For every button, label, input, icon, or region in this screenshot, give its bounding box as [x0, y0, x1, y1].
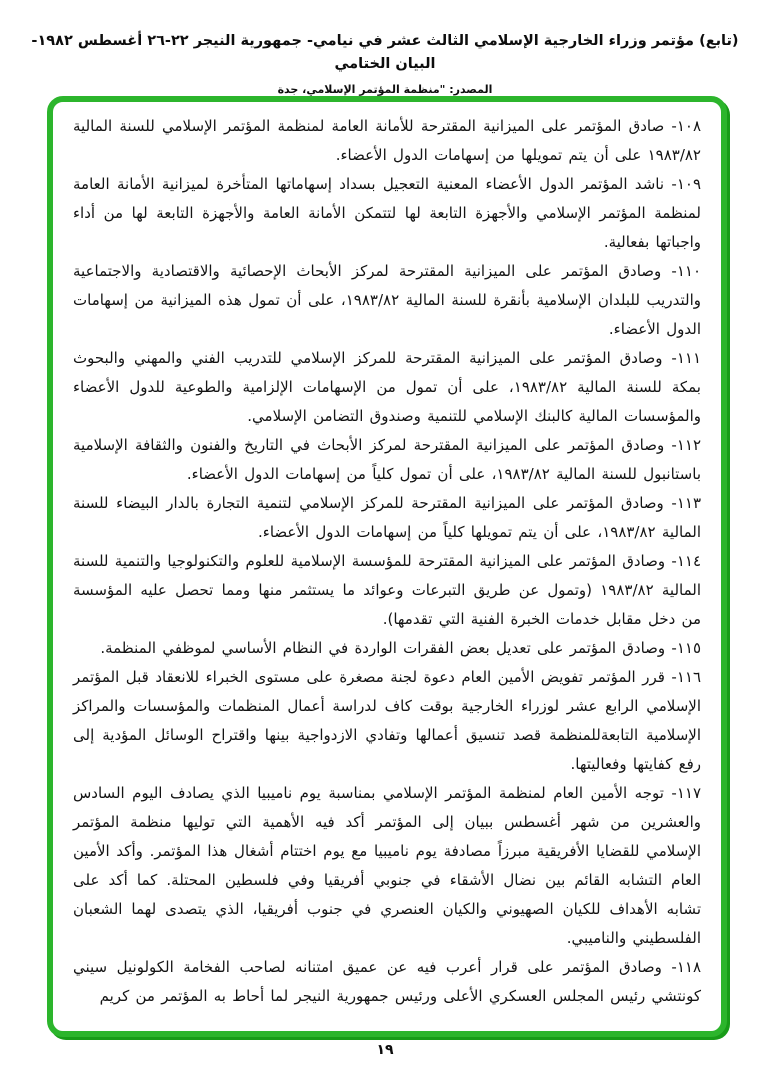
- source-line: المصدر: "منظمة المؤتمر الإسلامي، جدة: [277, 83, 493, 97]
- paragraph-108: ١٠٨- صادق المؤتمر على الميزانية المقترحة للأمانة العامة لمنظمة المؤتمر الإسلامي للسنة المالية ١٩٨٣/٨٢ على أن يتم تمويلها من إسهامات الدول الأعضاء.: [73, 117, 701, 164]
- paragraph-116: ١١٦- قرر المؤتمر تفويض الأمين العام دعوة لجنة مصغرة على مستوى الخبراء للانعقاد قبل المؤتمر الإسلامي الرابع عشر لوزراء الخارجية بوقت كاف لدراسة أعمال المنظمات والمؤسسات والمراكز الإسلامية التابعةللمنظمة قصد تنسيق أعمالها وتفادي الازدواجية بينها واقتراح الوسائل المؤدية إلى رفع كفايتها وفعاليتها.: [73, 668, 701, 773]
- page-number: ١٩: [376, 1042, 394, 1058]
- paragraph-111: ١١١- وصادق المؤتمر على الميزانية المقترحة للمركز الإسلامي للتدريب الفني والمهني والبحوث بمكة للسنة المالية ١٩٨٣/٨٢، على أن تمول من الإسهامات الإلزامية والطوعية للدول الأعضاء والمؤسسات المالية كالبنك الإسلامي للتنمية وصندوق التضامن الإسلامي.: [73, 349, 701, 425]
- paragraph-112: ١١٢- وصادق المؤتمر على الميزانية المقترحة لمركز الأبحاث في التاريخ والفنون والثقافة الإسلامية باستانبول للسنة المالية ١٩٨٣/٨٢، على أن تمول كلياً من إسهامات الدول الأعضاء.: [73, 436, 701, 483]
- green-border-frame: [47, 96, 727, 1037]
- paragraph-117: ١١٧- توجه الأمين العام لمنظمة المؤتمر الإسلامي بمناسبة يوم ناميبيا الذي يصادف اليوم السادس والعشرين من شهر أغسطس ببيان إلى المؤتمر أكد فيه الأهمية التي توليها منظمة المؤتمر الإسلامي للقضايا الأفريقية مبرزاً مصادفة يوم ناميبيا مع يوم اختتام أشغال هذا المؤتمر. وأكد الأمين العام التشابه القائم بين نضال الأشقاء في جنوبي أفريقيا وفي فلسطين المحتلة. كما أكد على تشابه الأهداف للكيان الصهيوني والكيان العنصري في جنوب أفريقيا، الذي يتصدى لهما الشعبان الفلسطيني والناميبي.: [73, 784, 701, 947]
- paragraph-118: ١١٨- وصادق المؤتمر على قرار أعرب فيه عن عميق امتنانه لصاحب الفخامة الكولونيل سيني كونتشي رئيس المجلس العسكري الأعلى ورئيس جمهورية النيجر لما أحاط به المؤتمر من كريم: [73, 958, 701, 1005]
- document-title: (تابع) مؤتمر وزراء الخارجية الإسلامي الثالث عشر في نيامي- جمهورية النيجر ٢٢-٢٦ أغسطس ١٩٨٢- البيان الختامي: [31, 33, 739, 73]
- paragraph-115: ١١٥- وصادق المؤتمر على تعديل بعض الفقرات الواردة في النظام الأساسي لموظفي المنظمة.: [100, 639, 701, 657]
- paragraph-113: ١١٣- وصادق المؤتمر على الميزانية المقترحة للمركز الإسلامي لتنمية التجارة بالدار البيضاء للسنة المالية ١٩٨٣/٨٢، على أن يتم تمويلها كلياً من إسهامات الدول الأعضاء.: [73, 494, 701, 541]
- paragraph-114: ١١٤- وصادق المؤتمر على الميزانية المقترحة للمؤسسة الإسلامية للعلوم والتكنولوجيا والتنمية للسنة المالية ١٩٨٣/٨٢ (وتمول عن طريق التبرعات وعوائد ما يستثمر منها ومما تحصل عليه المؤسسة من دخل مقابل خدمات الخبرة الفنية التي تقدمها).: [73, 552, 702, 628]
- paragraph-109: ١٠٩- ناشد المؤتمر الدول الأعضاء المعنية التعجيل بسداد إسهاماتها المتأخرة لميزانية الأمانة العامة لمنظمة المؤتمر الإسلامي والأجهزة التابعة لها لتتمكن الأمانة العامة والأجهزة التابعة لها من أداء واجباتها بفعالية.: [73, 175, 701, 251]
- document-header: [14, 30, 756, 96]
- paragraph-110: ١١٠- وصادق المؤتمر على الميزانية المقترحة لمركز الأبحاث الإحصائية والاقتصادية والاجتماعية والتدريب للبلدان الإسلامية بأنقرة للسنة المالية ١٩٨٣/٨٢، على أن تمول هذه الميزانية من إسهامات الدول الأعضاء.: [73, 262, 701, 338]
